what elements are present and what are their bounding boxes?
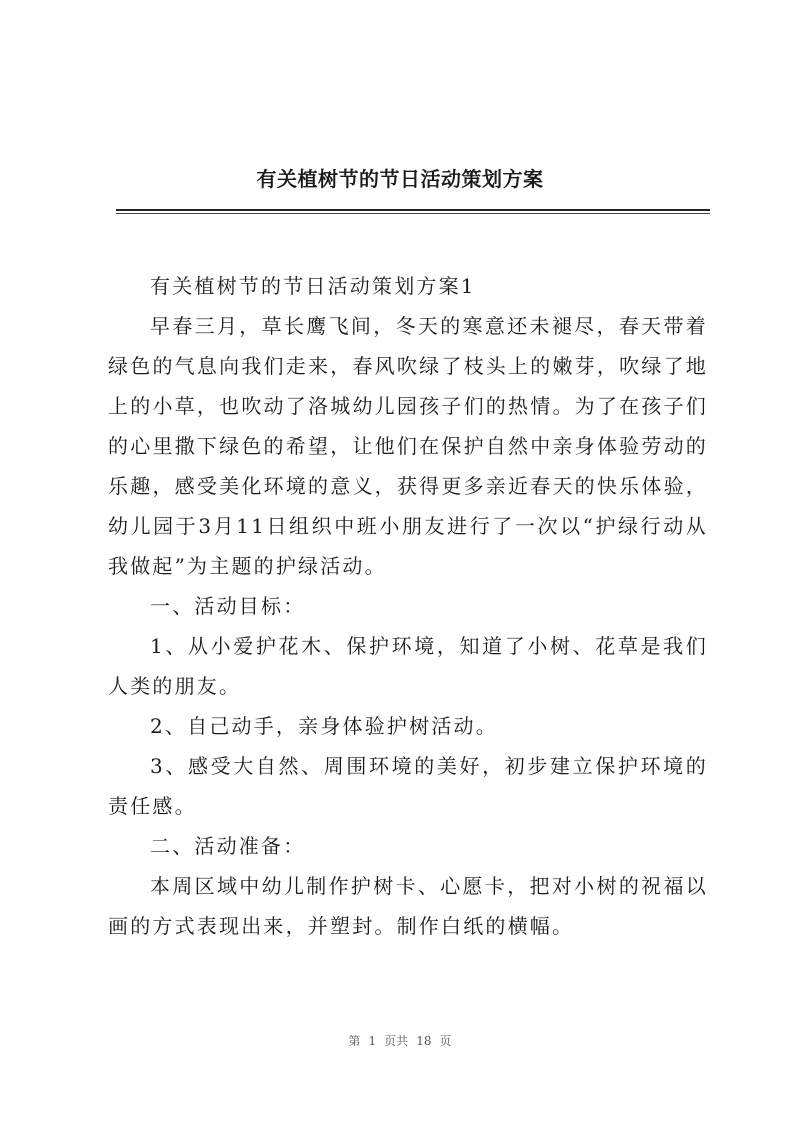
page-middle: 页共	[384, 1034, 409, 1048]
title-divider	[116, 209, 710, 211]
body-paragraph: 早春三月，草长鹰飞间，冬天的寒意还未褪尽，春天带着绿色的气息向我们走来，春风吹绿了枝头上的嫩芽，吹绿了地上的小草，也吹动了洛城幼儿园孩子们的热情。为了在孩子们的心里撒下绿色的希望，让他们在保护自然中亲身体验劳动的乐趣，感受美化环境的意义，获得更多亲近春天的快乐体验，幼儿园于3月11日组织中班小朋友进行了一次以“护绿行动从我做起”为主题的护绿活动。	[108, 314, 708, 578]
section-heading: 一、活动目标：	[150, 594, 306, 618]
list-item: 2、自己动手，亲身体验护树活动。	[150, 714, 498, 738]
page-total: 18	[416, 1034, 432, 1048]
body-paragraph: 本周区域中幼儿制作护树卡、心愿卡，把对小树的祝福以画的方式表现出来，并塑封。制作白纸的横幅。	[108, 874, 708, 938]
page-prefix: 第	[348, 1034, 361, 1048]
page-current: 1	[368, 1034, 377, 1048]
page-title: 有关植树节的节日活动策划方案	[256, 167, 544, 191]
list-item: 3、感受大自然、周围环境的美好，初步建立保护环境的责任感。	[108, 754, 708, 818]
section-heading: 有关植树节的节日活动策划方案1	[150, 274, 476, 298]
section-heading: 二、活动准备：	[150, 834, 306, 858]
title-divider-thin	[116, 213, 710, 214]
page-footer	[0, 1032, 800, 1049]
list-item: 1、从小爱护花木、保护环境，知道了小树、花草是我们人类的朋友。	[108, 634, 708, 698]
document-body	[108, 266, 708, 946]
page-suffix: 页	[439, 1034, 452, 1048]
